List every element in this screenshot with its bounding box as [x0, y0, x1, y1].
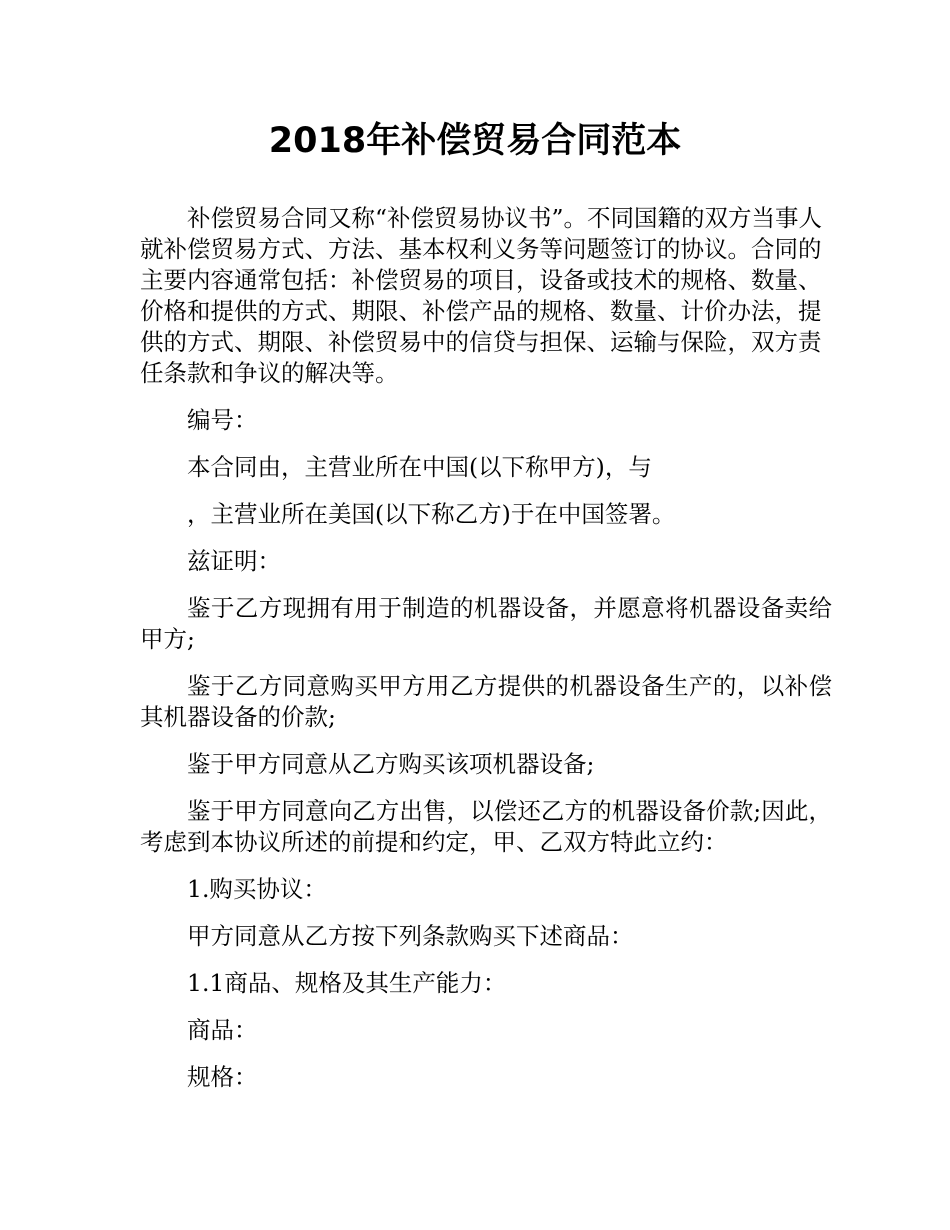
party-b-clause: ，主营业所在美国(以下称乙方)于在中国签署。 [187, 500, 676, 528]
document-title: 2018年补偿贸易合同范本 [268, 121, 682, 161]
recital-paragraph: 鉴于乙方现拥有用于制造的机器设备，并愿意将机器设备卖给甲方; [140, 594, 832, 653]
section-paragraph: 甲方同意从乙方按下列条款购买下述商品： [187, 922, 634, 950]
document-body [140, 203, 832, 1109]
party-a-clause: 本合同由，主营业所在中国(以下称甲方)，与 [187, 453, 652, 481]
recital-paragraph: 鉴于甲方同意向乙方出售，以偿还乙方的机器设备价款;因此，考虑到本协议所述的前提和约定，甲、乙双方特此立约： [140, 797, 832, 856]
subsection-heading: 1.1商品、规格及其生产能力： [187, 969, 507, 997]
field-label-goods: 商品： [187, 1016, 258, 1044]
section-heading: 1.购买协议： [187, 875, 327, 903]
recital-paragraph: 鉴于乙方同意购买甲方用乙方提供的机器设备生产的，以补偿其机器设备的价款; [140, 672, 832, 731]
recital-paragraph: 鉴于甲方同意从乙方购买该项机器设备; [187, 750, 595, 778]
field-label-specification: 规格： [187, 1063, 258, 1091]
contract-number-label: 编号： [187, 406, 258, 434]
intro-paragraph: 补偿贸易合同又称“补偿贸易协议书”。不同国籍的双方当事人就补偿贸易方式、方法、基本权利义务等问题签订的协议。合同的主要内容通常包括：补偿贸易的项目，设备或技术的规格、数量、价格和提供的方式、期限、补偿产品的规格、数量、计价办法，提供的方式、期限、补偿贸易中的信贷与担保、运输与保险，双方责任条款和争议的解决等。 [140, 204, 823, 387]
witness-heading: 兹证明： [187, 547, 281, 575]
